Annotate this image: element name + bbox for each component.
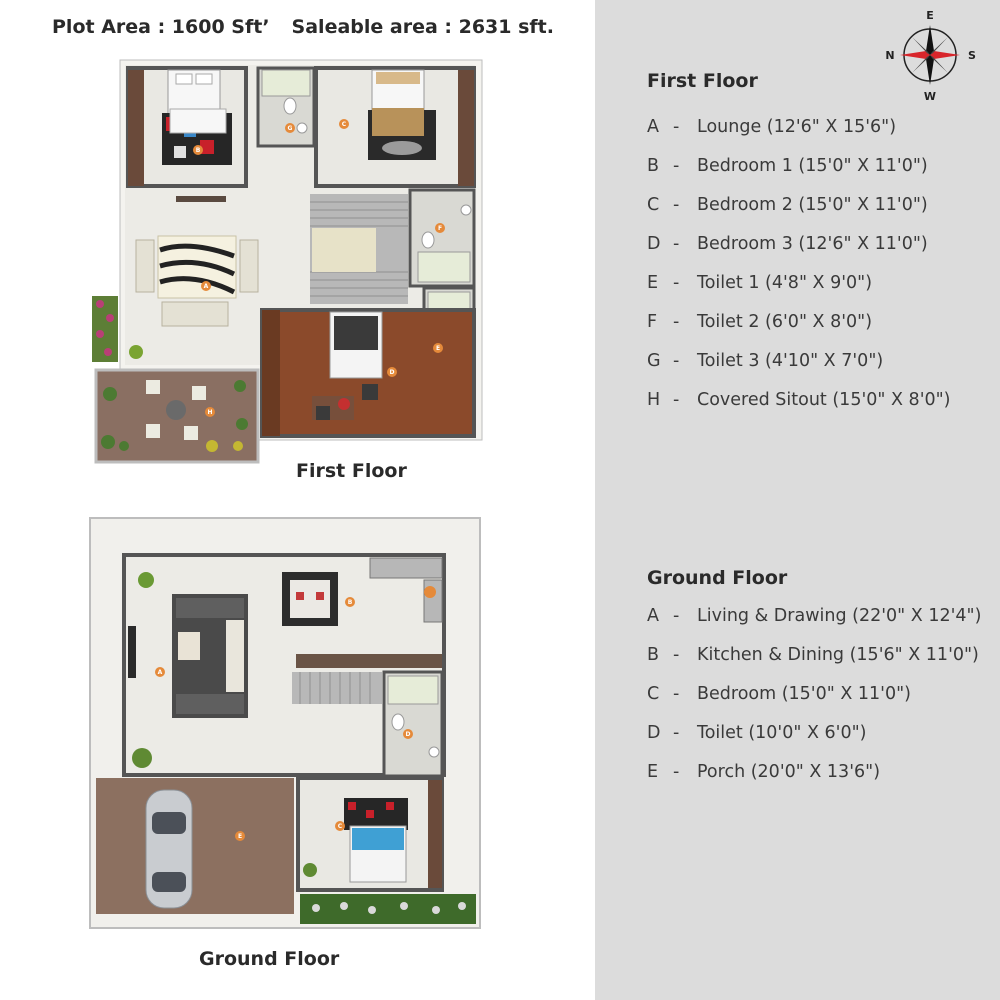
legend-item xyxy=(647,606,981,645)
legend-desc: Toilet (10'0" X 6'0") xyxy=(697,723,867,743)
gf-marker-b: B xyxy=(347,599,353,606)
legend-key: C xyxy=(647,195,660,215)
wardrobe-b xyxy=(128,70,144,186)
ground-floor-legend xyxy=(595,500,1000,820)
ff-marker-b: B xyxy=(195,147,201,154)
ff-marker-a: A xyxy=(203,283,209,290)
legend-item xyxy=(647,234,951,273)
legend-desc: Toilet 1 (4'8" X 9'0") xyxy=(697,273,873,293)
legend-dash: - xyxy=(673,195,680,215)
first-floor-legend xyxy=(595,0,1000,500)
legend-dash: - xyxy=(673,645,680,665)
ff-marker-h: H xyxy=(207,409,213,416)
ground-floor-legend-title: Ground Floor xyxy=(647,567,788,589)
legend-dash: - xyxy=(673,390,680,410)
legend-key: A xyxy=(647,606,659,626)
legend-desc: Living & Drawing (22'0" X 12'4") xyxy=(697,606,982,626)
legend-desc: Bedroom 2 (15'0" X 11'0") xyxy=(697,195,928,215)
legend-desc: Kitchen & Dining (15'6" X 11'0") xyxy=(697,645,979,665)
gf-marker-a: A xyxy=(157,669,163,676)
legend-desc: Bedroom 1 (15'0" X 11'0") xyxy=(697,156,928,176)
compass-north: N xyxy=(885,49,895,62)
legend-dash: - xyxy=(673,117,680,137)
legend-desc: Porch (20'0" X 13'6") xyxy=(697,762,881,782)
ff-marker-d: D xyxy=(389,369,395,376)
legend-dash: - xyxy=(673,234,680,254)
legend-key: B xyxy=(647,156,660,176)
legend-dash: - xyxy=(673,312,680,332)
legend-key: A xyxy=(647,117,659,137)
legend-item xyxy=(647,762,981,801)
legend-desc: Toilet 3 (4'10" X 7'0") xyxy=(697,351,884,371)
legend-key: D xyxy=(647,723,661,743)
ff-marker-c: C xyxy=(341,121,347,128)
legend-dash: - xyxy=(673,156,680,176)
legend-item xyxy=(647,351,951,390)
ground-floor-plan xyxy=(86,516,486,934)
legend-key: B xyxy=(647,645,660,665)
legend-item xyxy=(647,273,951,312)
ground-floor-legend-list xyxy=(647,606,981,801)
legend-desc: Bedroom 3 (12'6" X 11'0") xyxy=(697,234,928,254)
porch xyxy=(96,778,294,914)
legend-item xyxy=(647,390,951,429)
compass-west: W xyxy=(923,90,937,103)
legend-key: H xyxy=(647,390,661,410)
plot-info-header xyxy=(52,16,554,38)
legend-desc: Covered Sitout (15'0" X 8'0") xyxy=(697,390,951,410)
first-floor-legend-list xyxy=(647,117,951,429)
compass-east: E xyxy=(926,9,934,22)
first-floor-legend-title: First Floor xyxy=(647,70,758,92)
legend-dash: - xyxy=(673,351,680,371)
ff-marker-g: G xyxy=(287,125,293,132)
legend-item xyxy=(647,645,981,684)
ff-marker-f: F xyxy=(437,225,443,232)
ff-marker-e: E xyxy=(435,345,441,352)
legend-item xyxy=(647,723,981,762)
compass-south: S xyxy=(968,49,976,62)
legend-item xyxy=(647,312,951,351)
gf-marker-c: C xyxy=(337,823,343,830)
gf-marker-d: D xyxy=(405,731,411,738)
legend-dash: - xyxy=(673,762,680,782)
saleable-area-text: Saleable area : 2631 sft. xyxy=(291,16,554,38)
legend-key: C xyxy=(647,684,660,704)
legend-key: E xyxy=(647,762,659,782)
legend-desc: Toilet 2 (6'0" X 8'0") xyxy=(697,312,873,332)
plot-area-text: Plot Area : 1600 Sft’ xyxy=(52,16,270,38)
legend-desc: Lounge (12'6" X 15'6") xyxy=(697,117,897,137)
legend-dash: - xyxy=(673,273,680,293)
garden-strip xyxy=(300,894,476,924)
legend-item xyxy=(647,156,951,195)
legend-key: E xyxy=(647,273,659,293)
legend-item xyxy=(647,195,951,234)
legend-key: F xyxy=(647,312,658,332)
ground-floor-caption: Ground Floor xyxy=(199,948,340,970)
legend-dash: - xyxy=(673,723,680,743)
wardrobe-c xyxy=(458,70,474,186)
legend-key: G xyxy=(647,351,661,371)
legend-item xyxy=(647,684,981,723)
legend-item xyxy=(647,117,951,156)
legend-key: D xyxy=(647,234,661,254)
ground-staircase xyxy=(292,672,382,704)
first-floor-caption: First Floor xyxy=(296,460,407,482)
first-floor-plan xyxy=(90,58,490,470)
legend-dash: - xyxy=(673,684,680,704)
gf-marker-e: E xyxy=(237,833,243,840)
legend-dash: - xyxy=(673,606,680,626)
legend-desc: Bedroom (15'0" X 11'0") xyxy=(697,684,912,704)
